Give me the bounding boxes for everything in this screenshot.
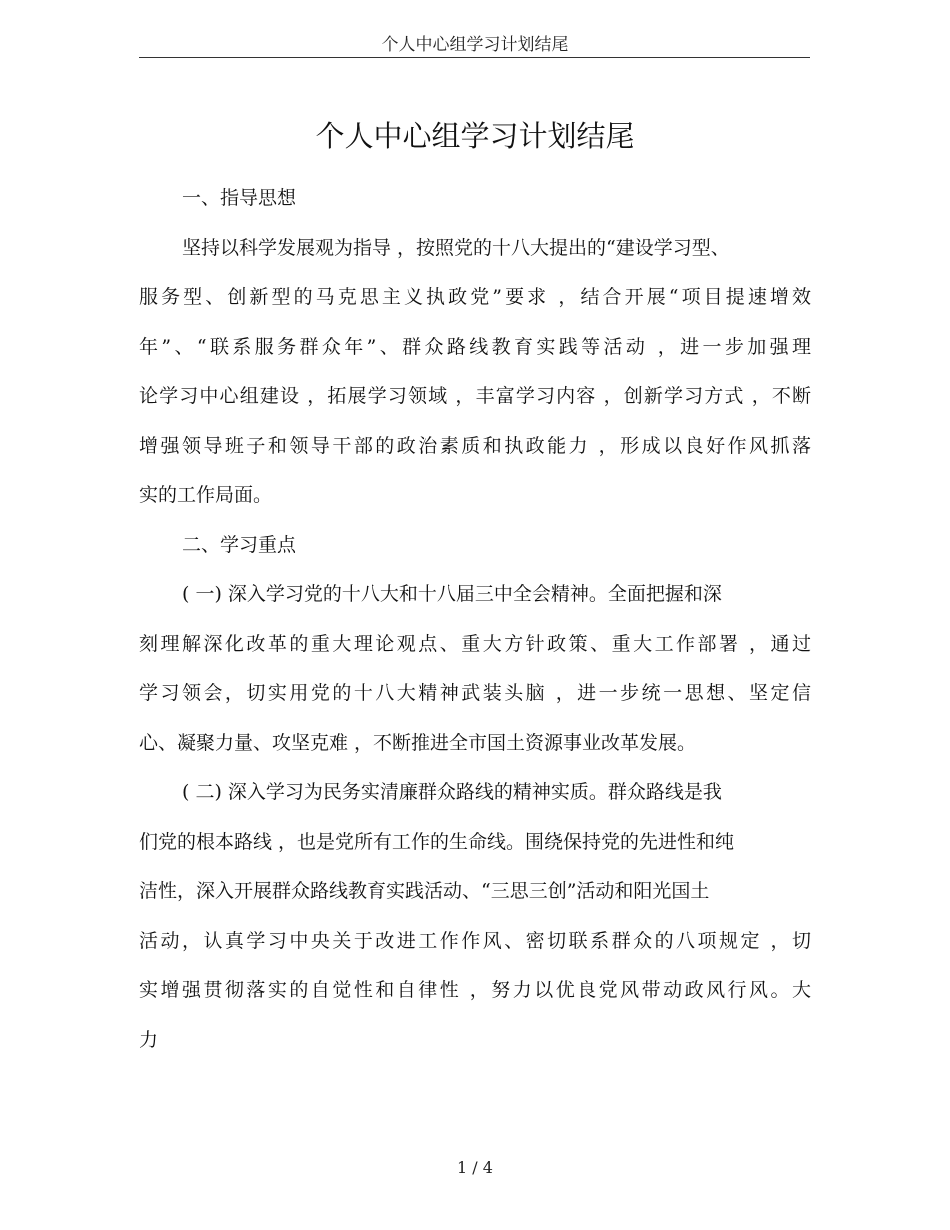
paragraph-line: 刻理解深化改革的重大理论观点、重大方针政策、重大工作部署 ，通过 (139, 632, 811, 655)
paragraph-line: 坚持以科学发展观为指导 ，按照党的十八大提出的“建设学习型、 (182, 236, 730, 259)
paragraph-line: 们党的根本路线 ，也是党所有工作的生命线。围绕保持党的先进性和纯 (139, 830, 735, 853)
document-title: 个人中心组学习计划结尾 (315, 119, 635, 153)
paragraph-line: 力 (139, 1028, 159, 1051)
paragraph-line: 增强领导班子和领导干部的政治素质和执政能力 ，形成以良好作风抓落 (139, 434, 811, 457)
paragraph-line: 年”、“联系服务群众年”、群众路线教育实践等活动 ，进一步加强理 (139, 335, 811, 358)
paragraph-line: 活动，认真学习中央关于改进工作作风、密切联系群众的八项规定 ，切 (139, 929, 811, 952)
running-header-title: 个人中心组学习计划结尾 (381, 35, 569, 55)
paragraph-line: 实的工作局面。 (139, 484, 273, 506)
header-divider (139, 57, 810, 58)
section-heading: 二、学习重点 (182, 533, 297, 556)
paragraph-line: ( 一) 深入学习党的十八大和十八届三中全会精神。全面把握和深 (182, 583, 722, 605)
paragraph-line: 论学习中心组建设 ，拓展学习领域 ，丰富学习内容 ，创新学习方式 ，不断 (139, 385, 811, 407)
section-heading: 一、指导思想 (182, 187, 297, 209)
paragraph-line: 实增强贯彻落实的自觉性和自律性 ，努力以优良党风带动政风行风。大 (139, 979, 811, 1001)
paragraph-line: ( 二) 深入学习为民务实清廉群众路线的精神实质。群众路线是我 (182, 781, 722, 803)
paragraph-line: 学习领会，切实用党的十八大精神武装头脑 ，进一步统一思想、坚定信 (139, 682, 811, 704)
page-number: 1 / 4 (457, 1158, 493, 1177)
paragraph-line: 心、凝聚力量、攻坚克难 ，不断推进全市国土资源事业改革发展。 (139, 731, 697, 754)
paragraph-line: 洁性，深入开展群众路线教育实践活动、“三思三创”活动和阳光国土 (139, 880, 710, 902)
document-body (139, 174, 811, 1065)
paragraph-line: 服务型、创新型的马克思主义执政党”要求 ，结合开展“项目提速增效 (139, 286, 811, 308)
